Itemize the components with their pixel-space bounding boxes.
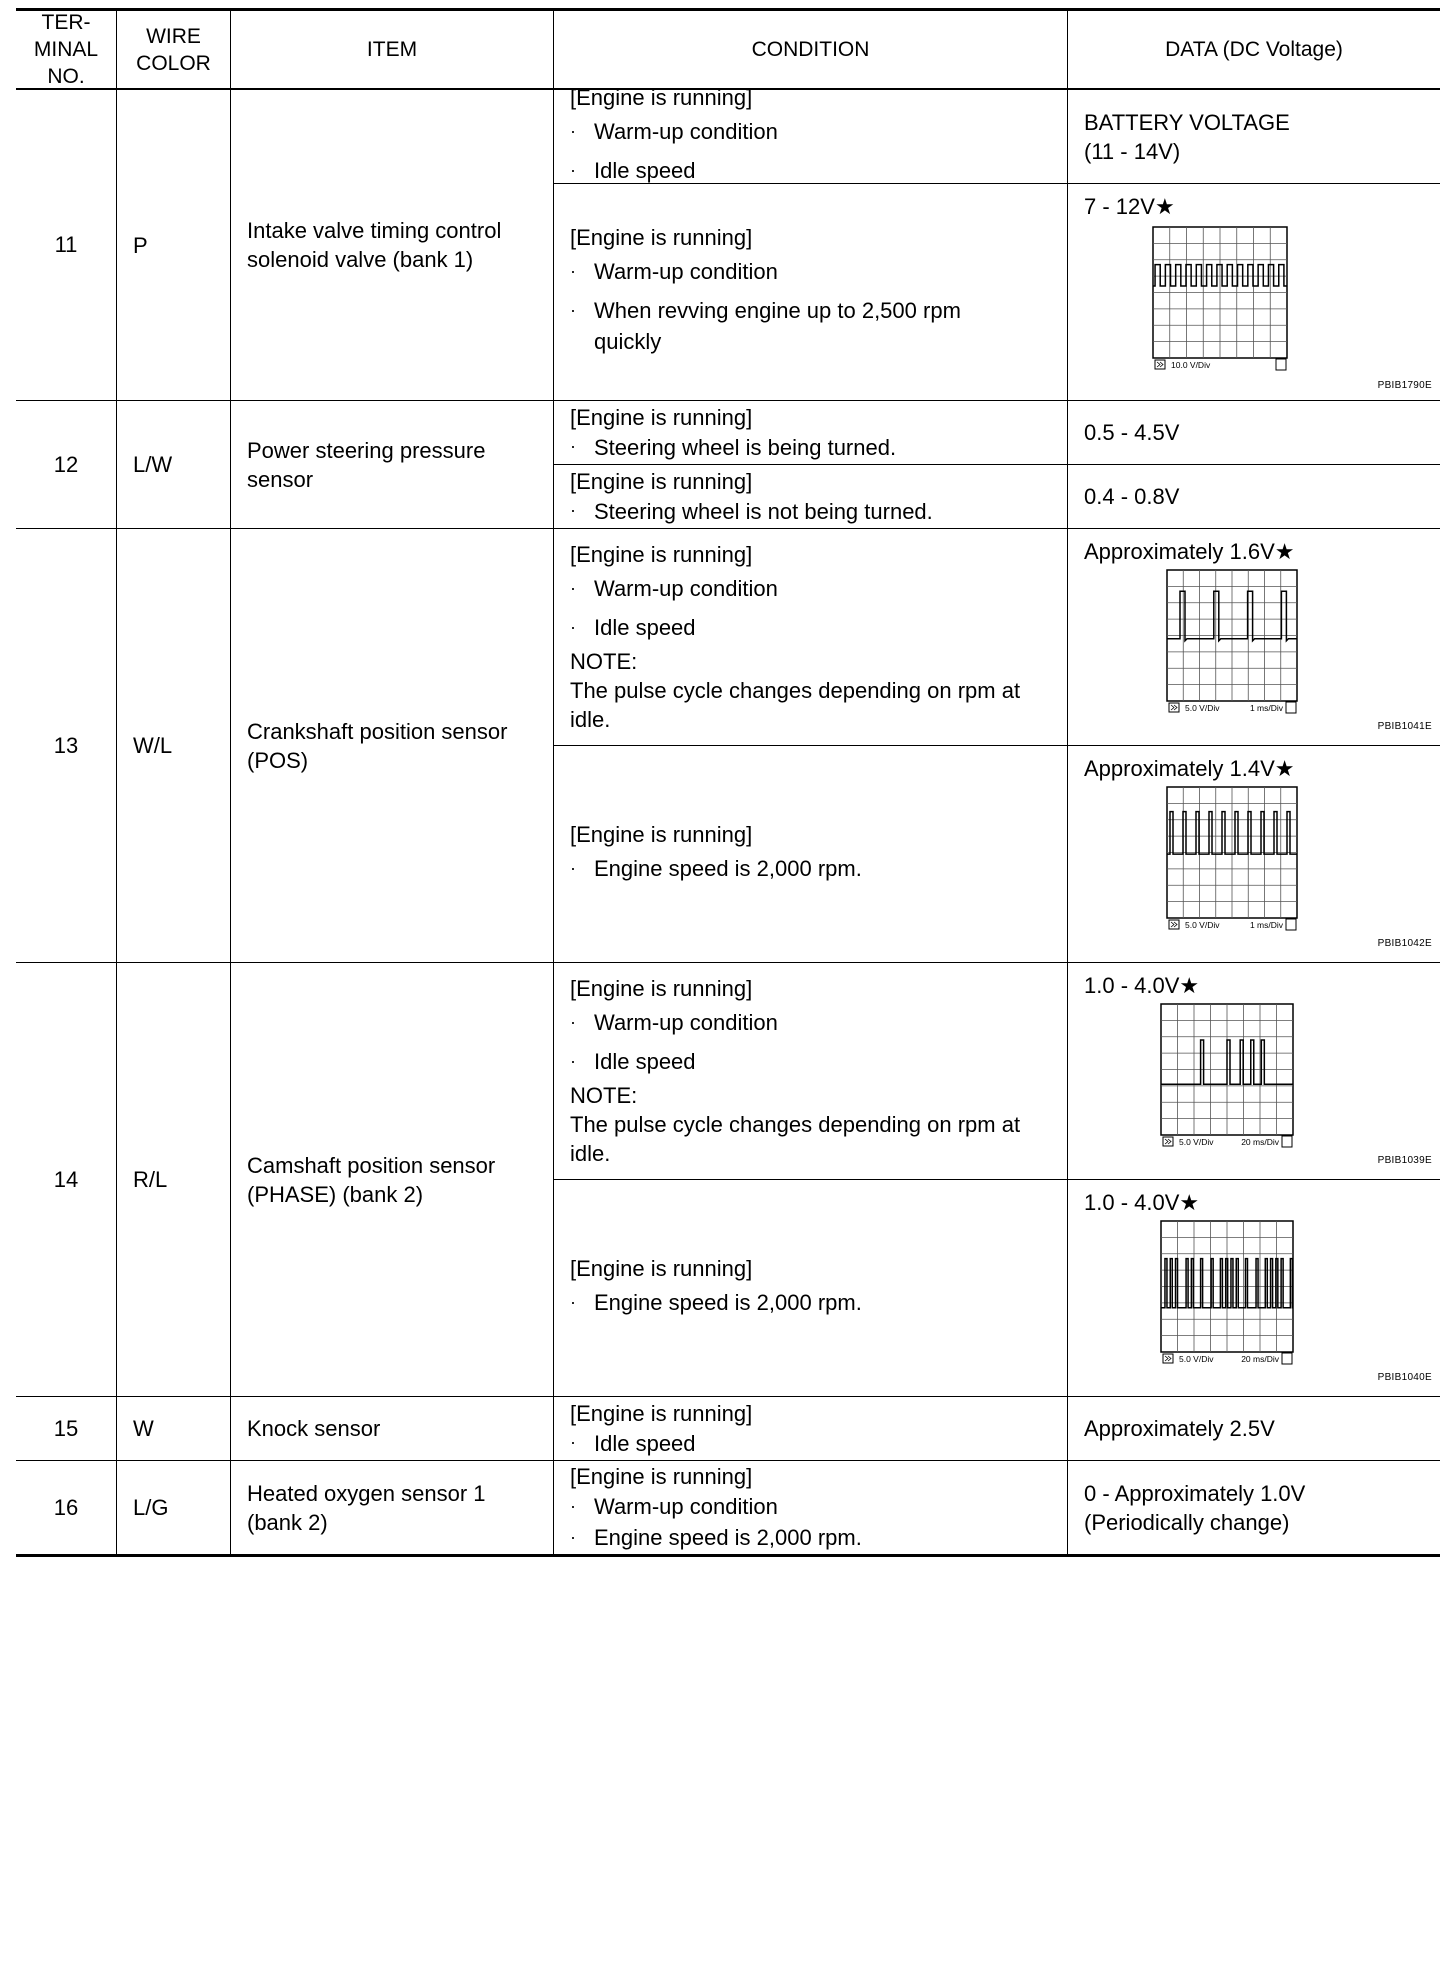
data-waveform: Approximately 1.6V★ 5.0 V/Div 1 ms/Div PBIB1041E xyxy=(1084,539,1432,732)
trigger-box-icon xyxy=(1282,1353,1292,1364)
item-name: Knock sensor xyxy=(247,1416,381,1441)
data-value: 0 - Approximately 1.0V (Periodically change) xyxy=(1084,1480,1306,1535)
oscilloscope-waveform xyxy=(1160,1220,1294,1365)
trigger-box-icon xyxy=(1286,702,1296,713)
wire-color: W xyxy=(133,1416,154,1441)
figure-id: PBIB1039E xyxy=(1377,1155,1432,1166)
wire-color: L/W xyxy=(133,452,173,477)
scale-volt-per-div: 5.0 V/Div xyxy=(1179,1354,1214,1364)
item-name: Heated oxygen sensor 1 (bank 2) xyxy=(247,1480,486,1535)
scale-volt-per-div: 5.0 V/Div xyxy=(1185,703,1220,713)
header-condition: CONDITION xyxy=(751,38,870,61)
item-name: Power steering pressure sensor xyxy=(247,437,486,492)
terminal-number: 15 xyxy=(53,1415,79,1441)
data-waveform: Approximately 1.4V★ 5.0 V/Div 1 ms/Div PBIB1042E xyxy=(1084,756,1432,949)
condition: [Engine is running] · Warm-up condition · Idle speed NOTE: The pulse cycle changes depending on rpm at idle. xyxy=(570,976,1021,1166)
terminal-number: 13 xyxy=(53,732,79,758)
oscilloscope-waveform xyxy=(1166,569,1298,714)
oscilloscope-waveform xyxy=(1152,226,1288,371)
oscilloscope-waveform xyxy=(1160,1003,1294,1148)
data-waveform: 7 - 12V★ 10.0 V/Div PBIB1790E xyxy=(1084,194,1432,391)
scale-time-per-div: 20 ms/Div xyxy=(1241,1354,1279,1364)
condition: [Engine is running] · Idle speed xyxy=(570,1400,753,1456)
header-terminal-no: TER- MINAL NO. xyxy=(33,11,99,88)
data-waveform: 1.0 - 4.0V★ 5.0 V/Div 20 ms/Div PBIB1040E xyxy=(1084,1190,1432,1383)
oscilloscope-waveform xyxy=(1166,786,1298,931)
condition: [Engine is running] · Engine speed is 2,000 rpm. xyxy=(570,822,862,881)
data-value: 0.4 - 0.8V xyxy=(1084,483,1180,509)
terminal-number: 16 xyxy=(53,1494,79,1520)
scale-volt-per-div: 5.0 V/Div xyxy=(1179,1137,1214,1147)
figure-id: PBIB1040E xyxy=(1377,1372,1432,1383)
condition: [Engine is running] · Warm-up condition · Engine speed is 2,000 rpm. xyxy=(570,1464,862,1550)
condition: [Engine is running] · Warm-up condition · Idle speed xyxy=(570,85,778,183)
header-data: DATA (DC Voltage) xyxy=(1165,38,1343,61)
condition: [Engine is running] · Warm-up condition · Idle speed NOTE: The pulse cycle changes depending on rpm at idle. xyxy=(570,542,1021,732)
figure-id: PBIB1790E xyxy=(1377,380,1432,391)
trigger-box-icon xyxy=(1282,1136,1292,1147)
condition: [Engine is running] · Steering wheel is being turned. xyxy=(570,404,897,460)
scale-volt-per-div: 10.0 V/Div xyxy=(1171,360,1211,370)
scale-time-per-div: 1 ms/Div xyxy=(1249,920,1283,930)
header-item: ITEM xyxy=(366,38,418,61)
item-name: Intake valve timing control solenoid valve (bank 1) xyxy=(247,218,502,272)
wire-color: W/L xyxy=(133,733,173,758)
data-value: 0.5 - 4.5V xyxy=(1084,419,1180,445)
scale-time-per-div: 1 ms/Div xyxy=(1249,703,1283,713)
terminal-table xyxy=(16,8,1440,1950)
wire-color: L/G xyxy=(133,1495,169,1520)
item-name: Camshaft position sensor (PHASE) (bank 2) xyxy=(247,1152,496,1207)
figure-id: PBIB1041E xyxy=(1377,721,1432,732)
condition: [Engine is running] · Warm-up condition · When revving engine up to 2,500 rpm quickly xyxy=(570,225,961,354)
figure-id: PBIB1042E xyxy=(1377,938,1432,949)
data-value: Approximately 2.5V xyxy=(1084,1415,1275,1441)
terminal-number: 14 xyxy=(53,1166,79,1192)
trigger-box-icon xyxy=(1276,359,1286,370)
data-waveform: 1.0 - 4.0V★ 5.0 V/Div 20 ms/Div PBIB1039E xyxy=(1084,973,1432,1166)
condition: [Engine is running] · Steering wheel is not being turned. xyxy=(570,468,933,524)
scale-volt-per-div: 5.0 V/Div xyxy=(1185,920,1220,930)
trigger-box-icon xyxy=(1286,919,1296,930)
condition: [Engine is running] · Engine speed is 2,000 rpm. xyxy=(570,1256,862,1315)
scale-time-per-div: 20 ms/Div xyxy=(1241,1137,1279,1147)
item-name: Crankshaft position sensor (POS) xyxy=(247,718,508,773)
wire-color: R/L xyxy=(133,1167,168,1192)
terminal-number: 11 xyxy=(54,232,78,257)
data-value: BATTERY VOLTAGE (11 - 14V) xyxy=(1084,109,1290,164)
wire-color: P xyxy=(133,232,148,258)
header-wire-color: WIRE COLOR xyxy=(136,24,211,75)
terminal-number: 12 xyxy=(53,451,79,477)
